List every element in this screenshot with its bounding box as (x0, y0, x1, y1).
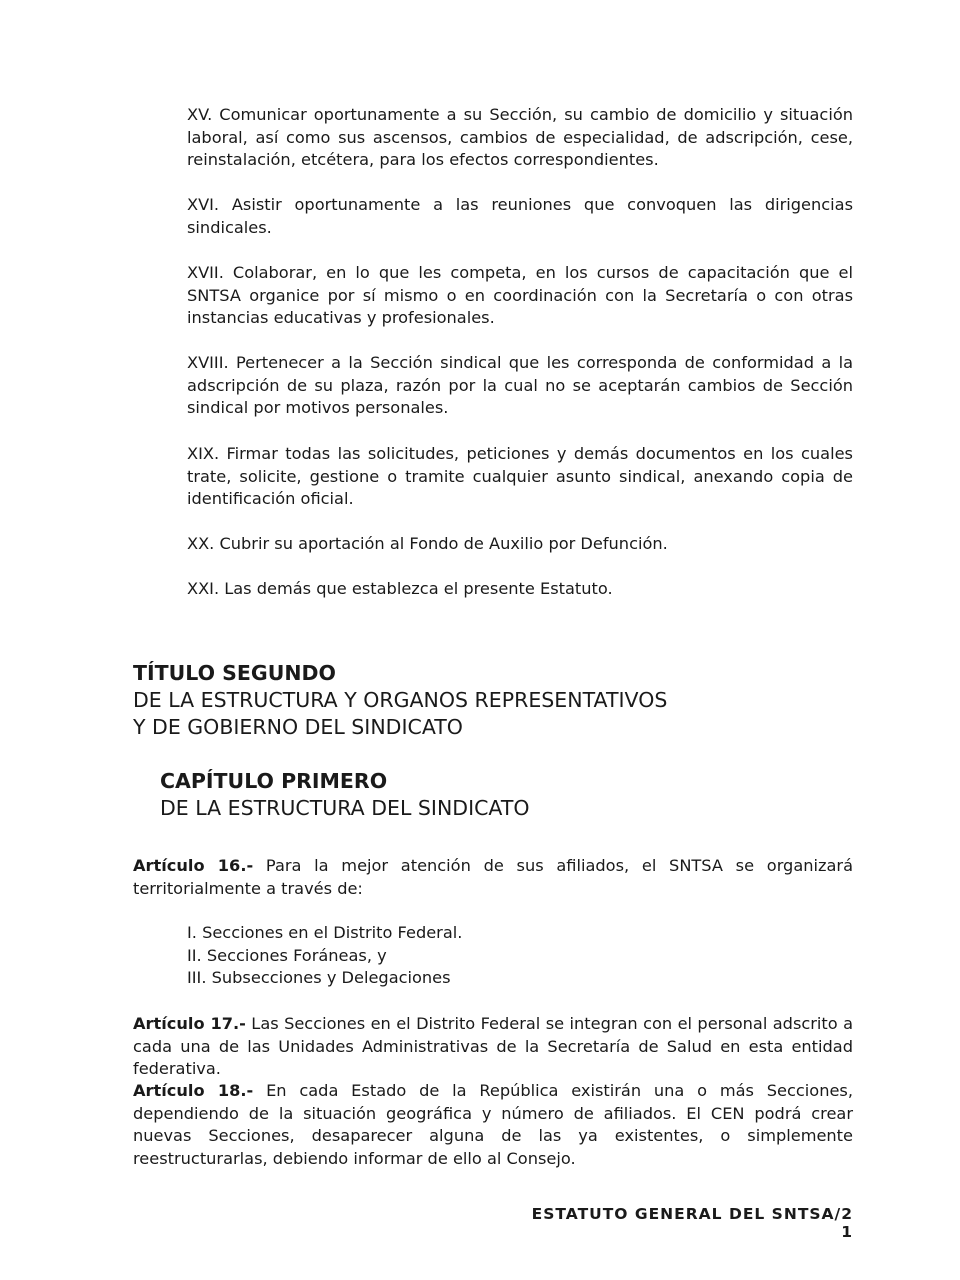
articulo-17-text: Las Secciones en el Distrito Federal se integran con el personal adscrito a cada una de las Unidades Administrativas de la Secretaría de Salud en esta entidad federativa. (133, 1014, 854, 1079)
item-xx: XX. Cubrir su aportación al Fondo de Auxilio por Defunción. (187, 534, 668, 553)
articulo-16-list (187, 922, 853, 990)
articulo-18-label: Artículo 18.- (133, 1081, 254, 1100)
titulo-line2: Y DE GOBIERNO DEL SINDICATO (133, 715, 463, 739)
articulo-18 (133, 1080, 853, 1170)
titulo-heading (133, 660, 667, 741)
articulo-16-label: Artículo 16.- (133, 856, 254, 875)
articulo-17-label: Artículo 17.- (133, 1014, 246, 1033)
capitulo-line1: DE LA ESTRUCTURA DEL SINDICATO (160, 796, 530, 820)
item-xix: XIX. Firmar todas las solicitudes, peticiones y demás documentos en los cuales trate, solicite, gestione o tramite cualquier asunto sindical, anexando copia de identificación oficial. (187, 444, 853, 509)
articulo-16 (133, 855, 853, 900)
titulo-label: TÍTULO SEGUNDO (133, 661, 336, 685)
articulo-18-text: En cada Estado de la República existirán una o más Secciones, dependiendo de la situación geográfica y número de afiliados. El CEN podrá crear nuevas Secciones, desaparecer alguna de las ya existentes, o simplemente reestructurarlas, debiendo informar de ello al Consejo. (133, 1081, 853, 1168)
item-xviii: XVIII. Pertenecer a la Sección sindical que les corresponda de conformidad a la adscripción de su plaza, razón por la cual no se aceptarán cambios de Sección sindical por motivos personales. (187, 353, 853, 418)
articulo-16-text: Para la mejor atención de sus afiliados, el SNTSA se organizará territorialmente a través de: (133, 856, 854, 898)
capitulo-label: CAPÍTULO PRIMERO (160, 769, 388, 793)
page-footer: ESTATUTO GENERAL DEL SNTSA/2 1 (531, 1205, 853, 1241)
list-item: I. Secciones en el Distrito Federal. (187, 923, 463, 942)
articulo-17 (133, 1013, 853, 1081)
item-xv: XV. Comunicar oportunamente a su Sección, su cambio de domicilio y situación laboral, así como sus ascensos, cambios de especialidad, de adscripción, cese, reinstalación, etcétera, para los efectos correspondientes. (187, 105, 853, 170)
capitulo-heading (160, 768, 530, 822)
list-item: III. Subsecciones y Delegaciones (187, 968, 451, 988)
list-item: II. Secciones Foráneas, y (187, 945, 387, 965)
titulo-line1: DE LA ESTRUCTURA Y ORGANOS REPRESENTATIVOS (133, 688, 668, 712)
item-xxi: XXI. Las demás que establezca el presente Estatuto. (187, 579, 613, 598)
item-xvii: XVII. Colaborar, en lo que les competa, en los cursos de capacitación que el SNTSA organice por sí mismo o en coordinación con la Secretaría o con otras instancias educativas y profesionales. (187, 263, 853, 328)
item-xvi: XVI. Asistir oportunamente a las reuniones que convoquen las dirigencias sindicales. (187, 195, 853, 237)
